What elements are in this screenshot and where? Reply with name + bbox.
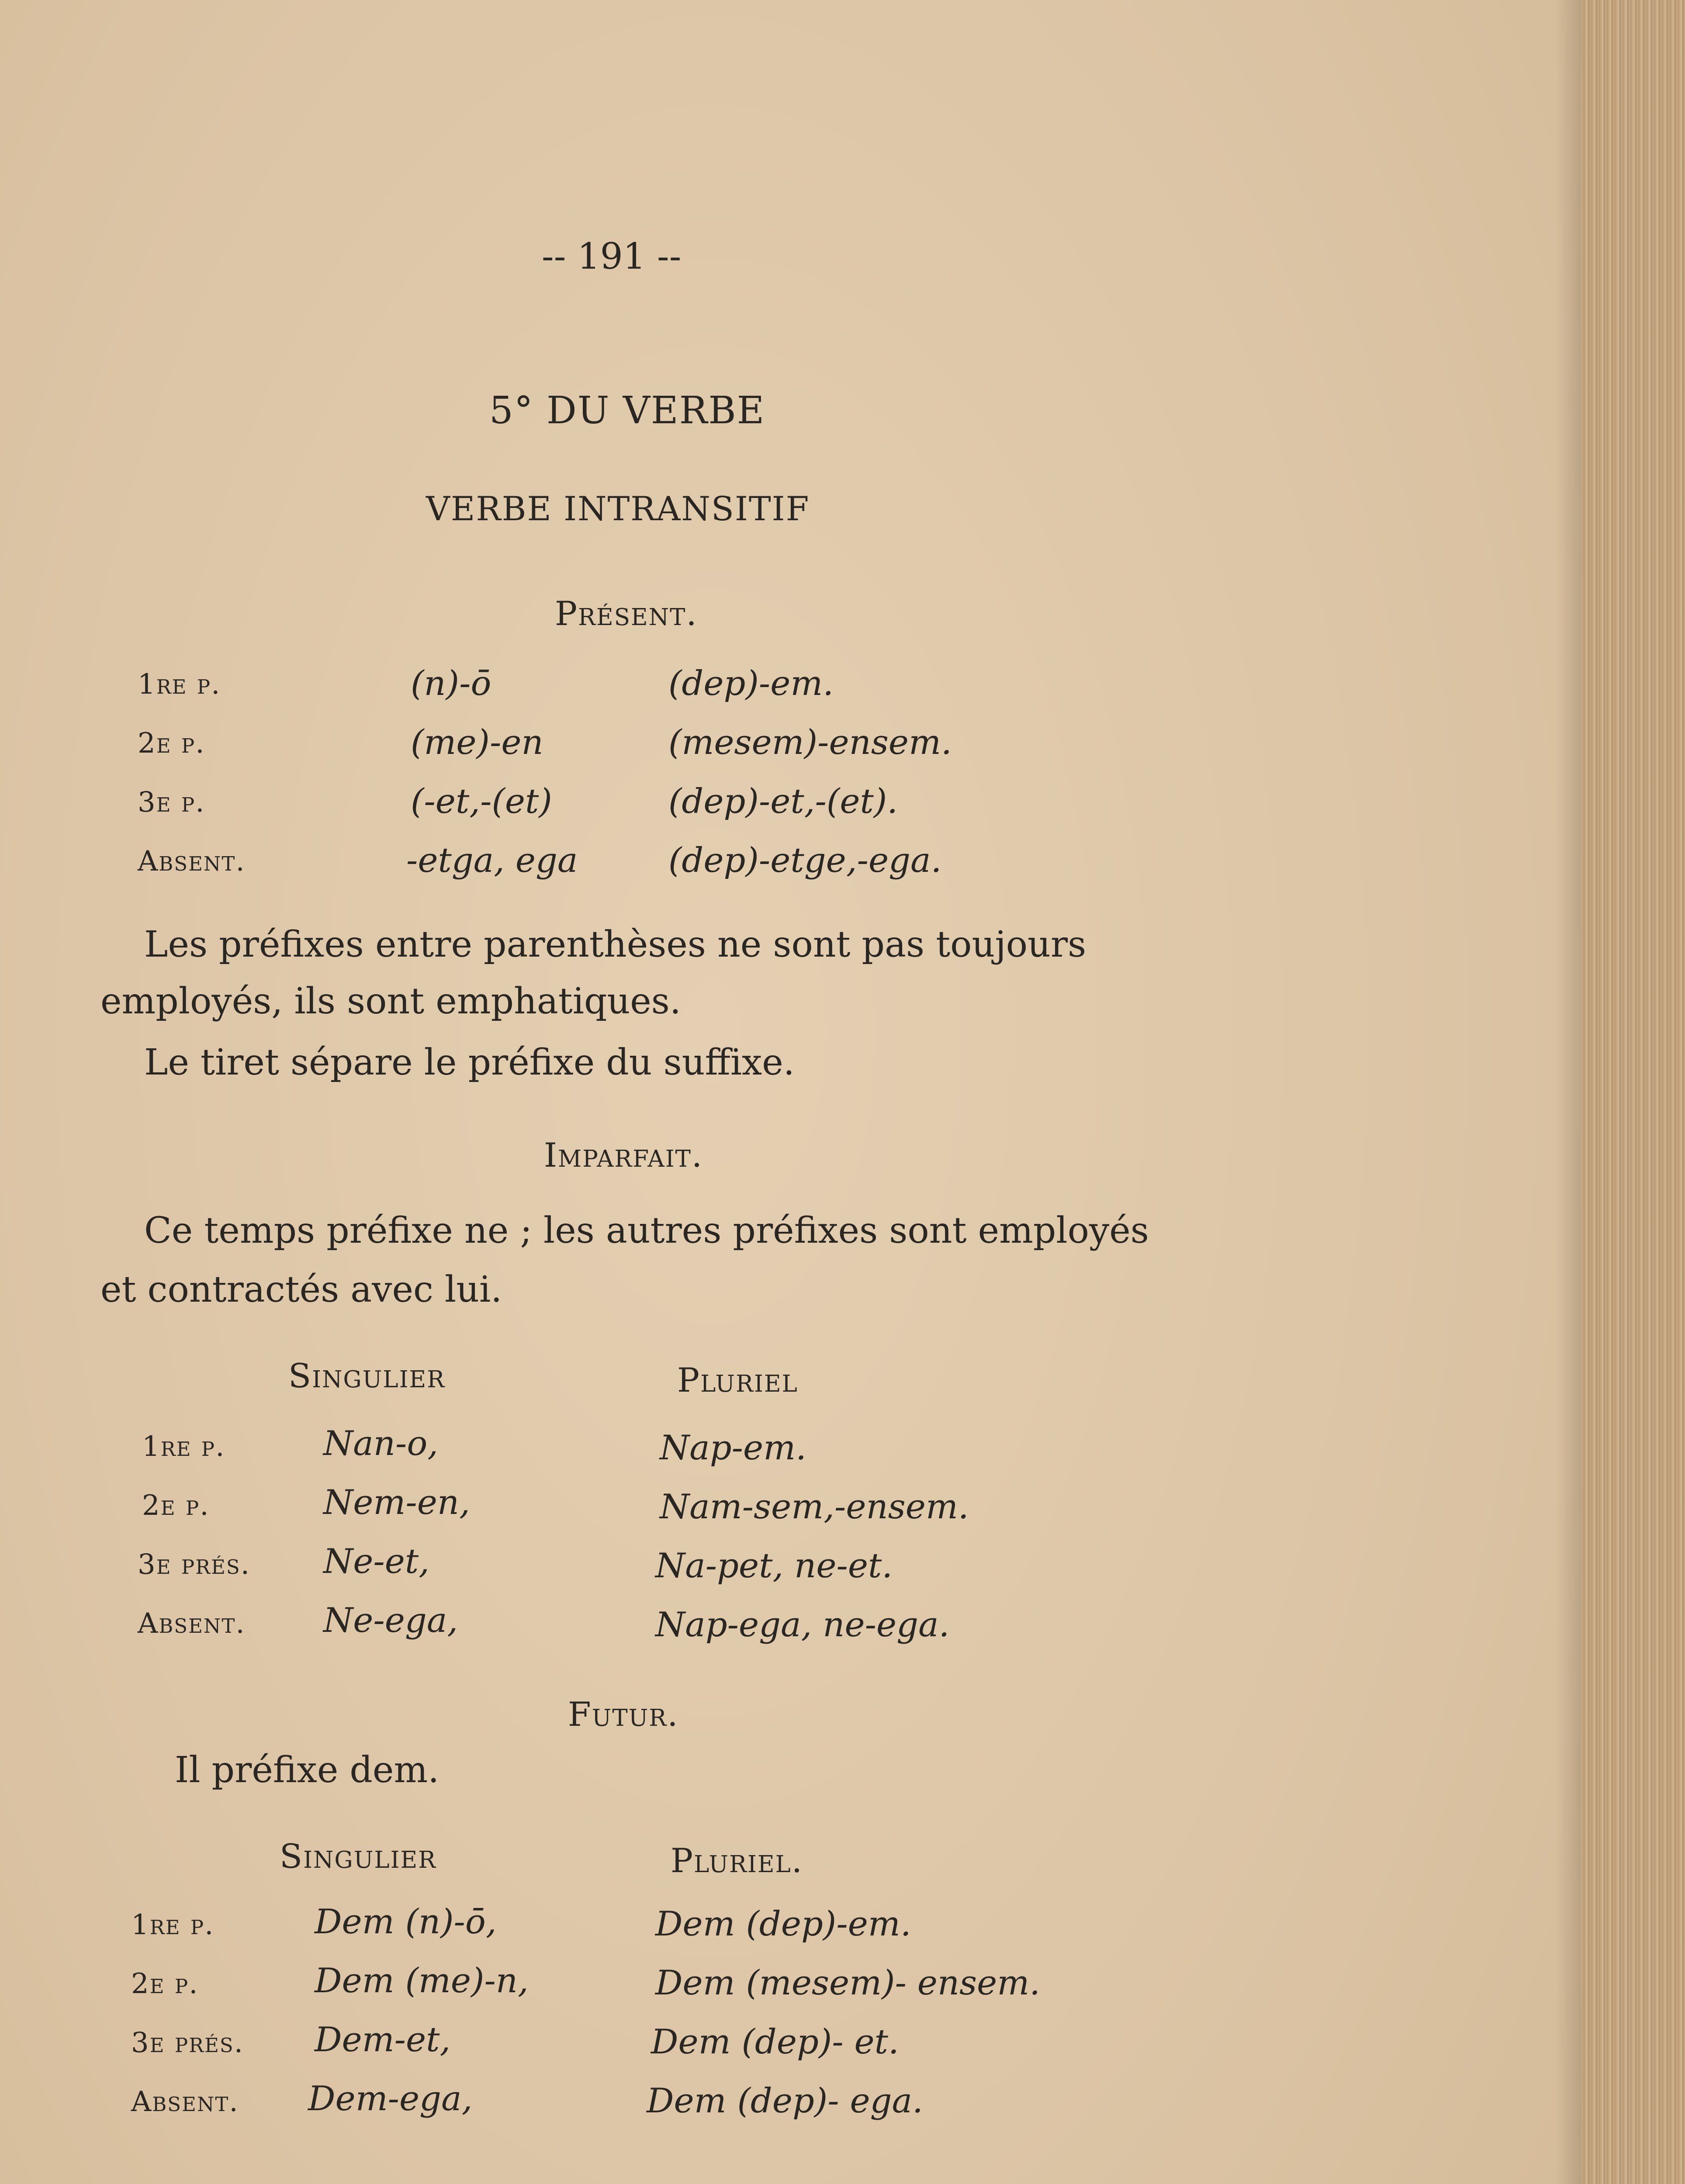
imparfait-heading: Imparfait.	[544, 1136, 703, 1175]
imparfait-singular: Ne-et,	[323, 1542, 430, 1581]
imparfait-plural: Na-pet, ne-et.	[655, 1546, 893, 1586]
futur-singular: Dem-et,	[315, 2020, 451, 2060]
present-heading: Présent.	[555, 594, 698, 633]
futur-plural: Dem (mesem)- ensem.	[655, 1963, 1041, 2003]
present-form-a: (n)-ō	[411, 664, 491, 703]
page-number: -- 191 --	[542, 236, 682, 277]
present-form-a: (me)-en	[411, 723, 543, 762]
imparfait-col-plural: Pluriel	[677, 1361, 798, 1400]
futur-plural: Dem (dep)-em.	[655, 1904, 911, 1944]
imparfait-row-label: 2e p.	[142, 1489, 210, 1522]
present-row-label: 1re p.	[138, 668, 221, 701]
present-row-label: 2e p.	[138, 727, 205, 760]
present-form-b: (dep)-et,-(et).	[668, 782, 898, 821]
present-row-label: Absent.	[138, 845, 246, 878]
present-row-label: 3e p.	[138, 786, 205, 819]
present-note-line: employés, ils sont emphatiques.	[100, 981, 681, 1022]
futur-plural: Dem (dep)- et.	[651, 2022, 899, 2062]
futur-row-label: Absent.	[131, 2086, 239, 2118]
present-form-a: (-et,-(et)	[411, 782, 552, 821]
present-form-a: -etga, ega	[406, 841, 578, 880]
futur-row-label: 1re p.	[131, 1909, 215, 1941]
futur-singular: Dem (n)-ō,	[315, 1902, 497, 1942]
imparfait-row-label: Absent.	[138, 1607, 246, 1640]
futur-singular: Dem-ega,	[308, 2079, 473, 2118]
imparfait-intro-line: Ce temps préfixe ne ; les autres préfixes sont employés	[144, 1210, 1149, 1251]
present-note-line: Les préfixes entre parenthèses ne sont pas toujours	[144, 924, 1086, 965]
imparfait-plural: Nap-ega, ne-ega.	[655, 1605, 950, 1645]
futur-row-label: 3e prés.	[131, 2027, 244, 2059]
imparfait-intro-line: et contractés avec lui.	[100, 1269, 502, 1310]
futur-col-plural: Pluriel.	[671, 1841, 803, 1880]
futur-intro: Il préfixe dem.	[175, 1749, 439, 1791]
imparfait-row-label: 3e prés.	[138, 1548, 251, 1581]
present-note-line: Le tiret sépare le préfixe du suffixe.	[144, 1042, 795, 1083]
futur-plural: Dem (dep)- ega.	[647, 2081, 923, 2121]
imparfait-plural: Nam-sem,-ensem.	[660, 1487, 969, 1527]
imparfait-singular: Ne-ega,	[323, 1601, 458, 1640]
futur-row-label: 2e p.	[131, 1968, 199, 2000]
present-form-b: (dep)-etge,-ega.	[668, 841, 942, 880]
imparfait-col-singular: Singulier	[288, 1356, 446, 1395]
book-page-edges	[1581, 0, 1685, 2184]
imparfait-plural: Nap-em.	[660, 1428, 806, 1468]
present-form-b: (dep)-em.	[668, 664, 834, 703]
futur-heading: Futur.	[568, 1695, 679, 1734]
present-form-b: (mesem)-ensem.	[668, 723, 952, 762]
section-title: 5° DU VERBE	[489, 389, 765, 432]
subsection-title: VERBE INTRANSITIF	[426, 489, 810, 528]
futur-singular: Dem (me)-n,	[315, 1961, 529, 2001]
imparfait-singular: Nan-o,	[323, 1424, 439, 1463]
futur-col-singular: Singulier	[280, 1837, 437, 1876]
imparfait-singular: Nem-en,	[323, 1483, 470, 1522]
imparfait-row-label: 1re p.	[142, 1431, 225, 1463]
